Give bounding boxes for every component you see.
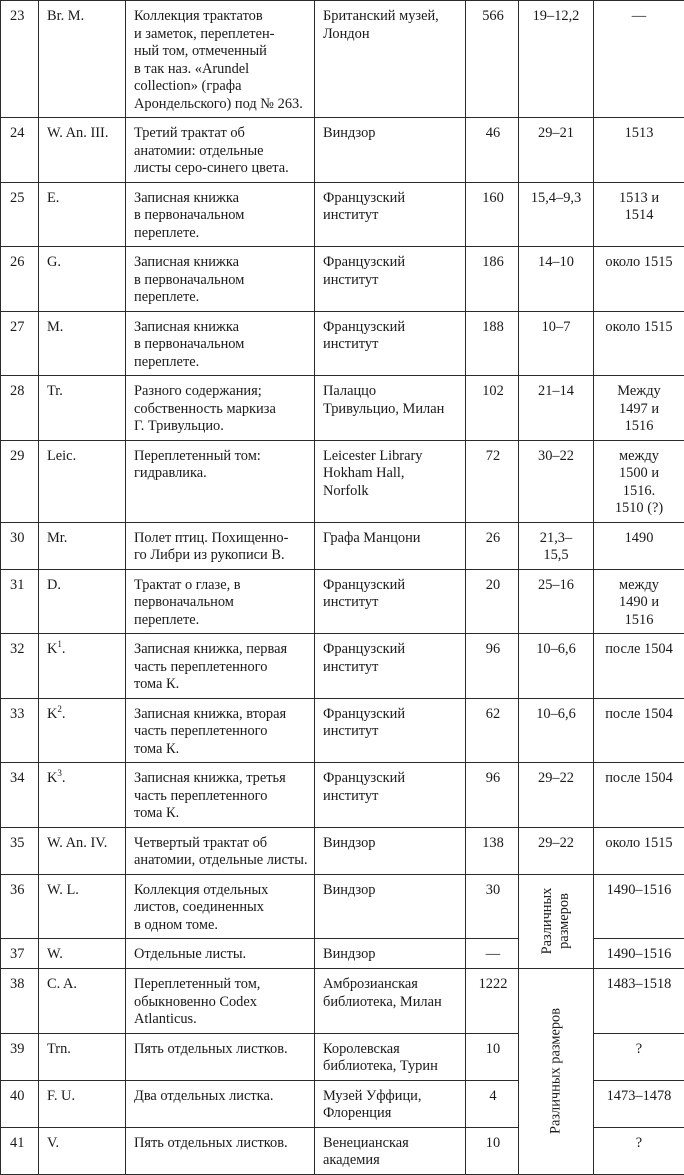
- page-count: 20: [466, 569, 519, 634]
- table-row: [1, 376, 684, 441]
- table-row: [1, 182, 684, 247]
- page-size: 30–22: [519, 440, 594, 522]
- manuscript-location: Французский институт: [315, 311, 466, 376]
- manuscript-code: $K^3$.: [39, 763, 126, 828]
- table-row: [1, 311, 684, 376]
- manuscript-code: F. U.: [39, 1080, 126, 1127]
- table-row: [1, 874, 684, 939]
- row-number: 32: [1, 634, 39, 699]
- manuscript-description: Коллекция отдельных листов, соединенных в одном томе.: [126, 874, 315, 939]
- manuscript-description: Пять отдельных листков.: [126, 1033, 315, 1080]
- page-count: 10: [466, 1127, 519, 1174]
- page-size: 14–10: [519, 247, 594, 312]
- manuscript-code: Br. M.: [39, 1, 126, 118]
- manuscript-description: Отдельные листы.: [126, 939, 315, 969]
- manuscript-date: 1513 и 1514: [594, 182, 684, 247]
- table-row: [1, 1, 684, 118]
- manuscript-code-index: 2: [57, 704, 62, 714]
- table-row: [1, 247, 684, 312]
- row-number: 31: [1, 569, 39, 634]
- page-count: 160: [466, 182, 519, 247]
- page-count: 62: [466, 698, 519, 763]
- manuscript-description: Записная книжка, третья часть переплетенного тома К.: [126, 763, 315, 828]
- manuscript-description: Полет птиц. Похищенно- го Либри из рукописи В.: [126, 522, 315, 569]
- page-count: 72: [466, 440, 519, 522]
- page-size: 15,4–9,3: [519, 182, 594, 247]
- page-size: 19–12,2: [519, 1, 594, 118]
- manuscript-description: Записная книжка в первоначальном переплете.: [126, 247, 315, 312]
- manuscript-code: D.: [39, 569, 126, 634]
- page-size: 25–16: [519, 569, 594, 634]
- manuscript-code: G.: [39, 247, 126, 312]
- page-count: 4: [466, 1080, 519, 1127]
- manuscript-description: Переплетенный том, обыкновенно Codex Atlanticus.: [126, 969, 315, 1034]
- manuscript-description: Пять отдельных листков.: [126, 1127, 315, 1174]
- manuscript-date: 1483–1518: [594, 969, 684, 1034]
- manuscript-code: M.: [39, 311, 126, 376]
- row-number: 28: [1, 376, 39, 441]
- manuscript-date: после 1504: [594, 634, 684, 699]
- manuscript-description: Разного содержания; собственность маркиза Г. Тривульцио.: [126, 376, 315, 441]
- manuscript-date: около 1515: [594, 311, 684, 376]
- manuscript-code: W. An. IV.: [39, 827, 126, 874]
- manuscript-date: 1490–1516: [594, 939, 684, 969]
- manuscript-code: Mr.: [39, 522, 126, 569]
- row-number: 35: [1, 827, 39, 874]
- table-row: [1, 969, 684, 1034]
- page-size: 10–7: [519, 311, 594, 376]
- page-size: 10–6,6: [519, 634, 594, 699]
- manuscript-description: Трактат о глазе, в первоначальном переплете.: [126, 569, 315, 634]
- row-number: 36: [1, 874, 39, 939]
- row-number: 25: [1, 182, 39, 247]
- manuscript-code-text: K: [47, 641, 57, 657]
- manuscript-description: Записная книжка в первоначальном переплете.: [126, 311, 315, 376]
- row-number: 33: [1, 698, 39, 763]
- page-count: 138: [466, 827, 519, 874]
- manuscript-location: Королевская библиотека, Турин: [315, 1033, 466, 1080]
- manuscript-date: ?: [594, 1127, 684, 1174]
- manuscript-location: Британский музей, Лондон: [315, 1, 466, 118]
- manuscript-description: Записная книжка в первоначальном переплете.: [126, 182, 315, 247]
- manuscript-code: C. A.: [39, 969, 126, 1034]
- manuscript-code: Leic.: [39, 440, 126, 522]
- manuscript-date: —: [594, 1, 684, 118]
- merged-size-cell: [519, 969, 594, 1175]
- manuscript-date: около 1515: [594, 827, 684, 874]
- manuscript-code: W.: [39, 939, 126, 969]
- table-row: [1, 118, 684, 183]
- manuscript-description: Записная книжка, вторая часть переплетенного тома К.: [126, 698, 315, 763]
- table-row: [1, 440, 684, 522]
- manuscript-date: после 1504: [594, 763, 684, 828]
- manuscript-description: Два отдельных листка.: [126, 1080, 315, 1127]
- manuscript-location: Музей Уффици, Флоренция: [315, 1080, 466, 1127]
- row-number: 40: [1, 1080, 39, 1127]
- manuscript-date: между 1490 и 1516: [594, 569, 684, 634]
- row-number: 34: [1, 763, 39, 828]
- manuscript-date: после 1504: [594, 698, 684, 763]
- manuscript-code: Tr.: [39, 376, 126, 441]
- page-count: 566: [466, 1, 519, 118]
- manuscript-code: E.: [39, 182, 126, 247]
- manuscript-code: $K^1$.: [39, 634, 126, 699]
- manuscript-code-text: K: [47, 706, 57, 722]
- table-row: [1, 698, 684, 763]
- manuscript-location: Французский институт: [315, 182, 466, 247]
- manuscript-location: Амброзианская библиотека, Милан: [315, 969, 466, 1034]
- manuscript-location: Французский институт: [315, 569, 466, 634]
- page-count: 46: [466, 118, 519, 183]
- manuscript-code-text: K: [47, 770, 57, 786]
- manuscript-location: Графа Манцони: [315, 522, 466, 569]
- manuscript-code: W. L.: [39, 874, 126, 939]
- row-number: 41: [1, 1127, 39, 1174]
- page-count: 102: [466, 376, 519, 441]
- page-size: 10–6,6: [519, 698, 594, 763]
- merged-size-label: Различных размеров: [539, 888, 573, 955]
- manuscript-code: Trn.: [39, 1033, 126, 1080]
- row-number: 29: [1, 440, 39, 522]
- page-count: 26: [466, 522, 519, 569]
- manuscript-date: 1490–1516: [594, 874, 684, 939]
- page-count: 1222: [466, 969, 519, 1034]
- manuscript-date: ?: [594, 1033, 684, 1080]
- row-number: 38: [1, 969, 39, 1034]
- page-size: 29–22: [519, 763, 594, 828]
- manuscript-date: 1490: [594, 522, 684, 569]
- page-size: 21–14: [519, 376, 594, 441]
- manuscript-location: Виндзор: [315, 939, 466, 969]
- manuscript-location: Французский институт: [315, 247, 466, 312]
- table-row: [1, 763, 684, 828]
- manuscript-description: Записная книжка, первая часть переплетенного тома К.: [126, 634, 315, 699]
- manuscript-location: Французский институт: [315, 698, 466, 763]
- page-count: 186: [466, 247, 519, 312]
- row-number: 24: [1, 118, 39, 183]
- page-count: —: [466, 939, 519, 969]
- merged-size-cell: [519, 874, 594, 969]
- manuscript-location: Французский институт: [315, 763, 466, 828]
- page-count: 96: [466, 763, 519, 828]
- page-count: 188: [466, 311, 519, 376]
- table-row: [1, 827, 684, 874]
- manuscript-date: между 1500 и 1516. 1510 (?): [594, 440, 684, 522]
- page-size: 29–21: [519, 118, 594, 183]
- row-number: 30: [1, 522, 39, 569]
- row-number: 27: [1, 311, 39, 376]
- manuscript-date: около 1515: [594, 247, 684, 312]
- manuscript-date: 1473–1478: [594, 1080, 684, 1127]
- manuscript-location: Французский институт: [315, 634, 466, 699]
- manuscript-code-index: 1: [57, 639, 62, 649]
- manuscript-location: Виндзор: [315, 874, 466, 939]
- manuscript-description: Третий трактат об анатомии: отдельные листы серо-синего цвета.: [126, 118, 315, 183]
- row-number: 26: [1, 247, 39, 312]
- row-number: 23: [1, 1, 39, 118]
- manuscript-location: Венецианская академия: [315, 1127, 466, 1174]
- manuscript-location: Палаццо Тривульцио, Милан: [315, 376, 466, 441]
- row-number: 37: [1, 939, 39, 969]
- manuscript-location: Leicester Library Hokham Hall, Norfolk: [315, 440, 466, 522]
- manuscript-code-index: 3: [57, 768, 62, 778]
- manuscript-location: Виндзор: [315, 827, 466, 874]
- manuscript-code: W. An. III.: [39, 118, 126, 183]
- table-row: [1, 569, 684, 634]
- manuscript-description: Переплетенный том: гидравлика.: [126, 440, 315, 522]
- merged-size-label: Различных размеров: [548, 1008, 565, 1134]
- manuscript-code: $K^2$.: [39, 698, 126, 763]
- manuscript-location: Виндзор: [315, 118, 466, 183]
- page-size: 29–22: [519, 827, 594, 874]
- page-count: 30: [466, 874, 519, 939]
- manuscript-code: V.: [39, 1127, 126, 1174]
- page-count: 10: [466, 1033, 519, 1080]
- manuscript-date: Между 1497 и 1516: [594, 376, 684, 441]
- manuscript-description: Коллекция трактатов и заметок, переплетен- ный том, отмеченный в так наз. «Arundel collection» (графа Арондельского) под № 263.: [126, 1, 315, 118]
- table-row: [1, 522, 684, 569]
- table-row: [1, 634, 684, 699]
- manuscript-date: 1513: [594, 118, 684, 183]
- page-size: 21,3– 15,5: [519, 522, 594, 569]
- page-count: 96: [466, 634, 519, 699]
- manuscript-description: Четвертый трактат об анатомии, отдельные листы.: [126, 827, 315, 874]
- row-number: 39: [1, 1033, 39, 1080]
